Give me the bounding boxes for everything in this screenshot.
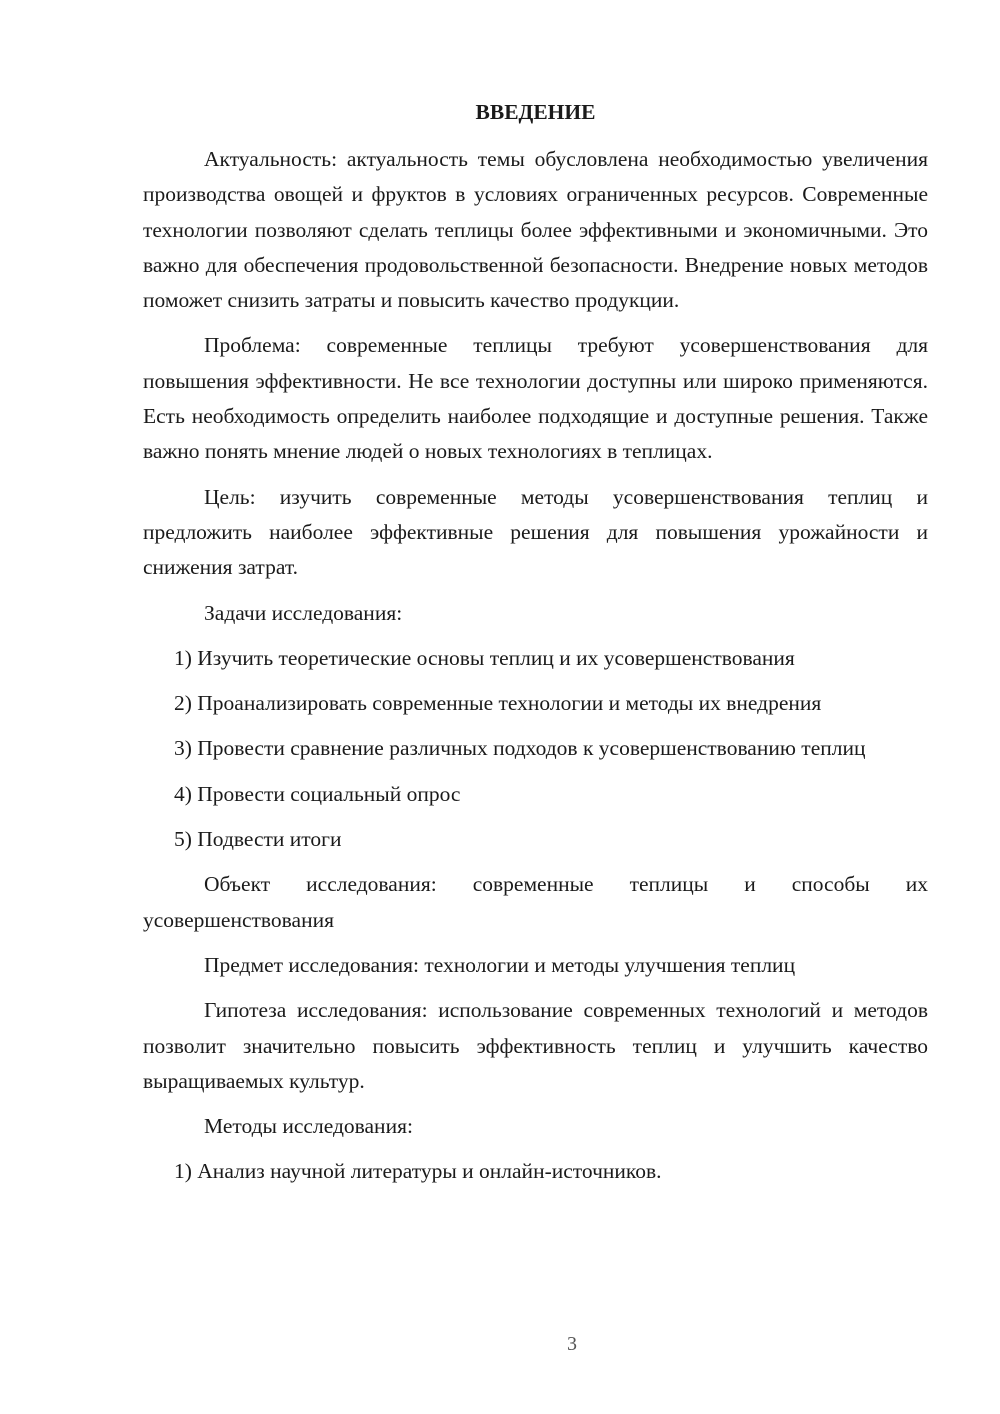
task-item-3: 3) Провести сравнение различных подходов к усовершенствованию теплиц bbox=[174, 736, 866, 761]
paragraph-hypothesis: Гипотеза исследования: использование современных технологий и методов позволит значительно повысить эффективность теплиц и улучшить качество выращиваемых культур. bbox=[143, 998, 928, 1093]
paragraph-goal: Цель: изучить современные методы усовершенствования теплиц и предложить наиболее эффективные решения для повышения урожайности и снижения затрат. bbox=[143, 484, 928, 580]
tasks-heading: Задачи исследования: bbox=[204, 600, 403, 625]
task-item-2: 2) Проанализировать современные технологии и методы их внедрения bbox=[174, 691, 822, 716]
page-title: ВВЕДЕНИЕ bbox=[475, 100, 596, 124]
task-item-4: 4) Провести социальный опрос bbox=[174, 781, 461, 806]
methods-heading: Методы исследования: bbox=[204, 1114, 413, 1139]
paragraph-subject: Предмет исследования: технологии и методы улучшения теплиц bbox=[204, 952, 796, 977]
paragraph-object: Объект исследования: современные теплицы и способы их усовершенствования bbox=[143, 872, 928, 932]
page-number: 3 bbox=[567, 1333, 577, 1355]
page-content bbox=[143, 95, 928, 1200]
paragraph-problem: Проблема: современные теплицы требуют усовершенствования для повышения эффективности. Не все технологии доступны или широко применяются. Есть необходимость определить наиболее подходящие и доступные решения. Также важно понять мнение людей о новых технологиях в теплицах. bbox=[143, 333, 928, 464]
task-item-1: 1) Изучить теоретические основы теплиц и их усовершенствования bbox=[174, 645, 795, 670]
paragraph-relevance: Актуальность: актуальность темы обусловлена необходимостью увеличения производства овощей и фруктов в условиях ограниченных ресурсов. Современные технологии позволяют сделать теплицы более эффективными и экономичными. Это важно для обеспечения продовольственной безопасности. Внедрение новых методов поможет снизить затраты и повысить качество продукции. bbox=[143, 147, 928, 313]
task-item-5: 5) Подвести итоги bbox=[174, 827, 342, 852]
method-item-1: 1) Анализ научной литературы и онлайн-источников. bbox=[174, 1159, 662, 1184]
